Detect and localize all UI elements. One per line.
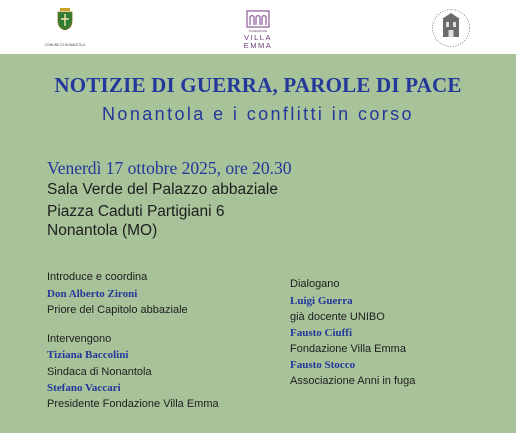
dialogano-label: Dialogano <box>290 278 340 290</box>
venue-line-3: Nonantola (MO) <box>47 222 158 239</box>
introduce-name: Don Alberto Zironi <box>47 288 138 300</box>
dialog1-role: già docente UNIBO <box>290 311 385 323</box>
villa-emma-name: VILLA EMMA <box>243 33 273 50</box>
comune-crest-icon <box>57 8 73 30</box>
dialog2-role: Fondazione Villa Emma <box>290 343 406 355</box>
speaker2-role: Presidente Fondazione Villa Emma <box>47 398 219 410</box>
speaker2-name: Stefano Vaccari <box>47 382 121 394</box>
association-seal-icon <box>431 8 471 48</box>
dialog2-name: Fausto Ciuffi <box>290 327 353 339</box>
villa-emma-mark-icon <box>246 10 270 28</box>
dialog3-role: Associazione Anni in fuga <box>290 375 416 387</box>
dialog3-name: Fausto Stocco <box>290 359 356 371</box>
event-subtitle: Nonantola e i conflitti in corso <box>102 104 414 124</box>
introduce-role: Priore del Capitolo abbaziale <box>47 304 188 316</box>
comune-caption: COMUNE DI NONANTOLA <box>44 43 86 47</box>
event-title: NOTIZIE DI GUERRA, PAROLE DI PACE <box>54 73 462 97</box>
intervengono-label: Intervengono <box>47 333 112 345</box>
event-date: Venerdì 17 ottobre 2025, ore 20.30 <box>47 158 292 178</box>
comune-logo <box>42 8 88 48</box>
villa-emma-logo <box>226 10 290 48</box>
speaker1-role: Sindaca di Nonantola <box>47 366 152 378</box>
introduce-label: Introduce e coordina <box>47 271 148 283</box>
speaker1-name: Tiziana Baccolini <box>47 349 129 361</box>
villa-emma-small-text: FONDAZIONE <box>248 29 268 33</box>
venue-line-2: Piazza Caduti Partigiani 6 <box>47 203 225 220</box>
dialog1-name: Luigi Guerra <box>290 295 353 307</box>
logo-header <box>0 0 516 54</box>
venue-line-1: Sala Verde del Palazzo abbaziale <box>47 181 278 198</box>
